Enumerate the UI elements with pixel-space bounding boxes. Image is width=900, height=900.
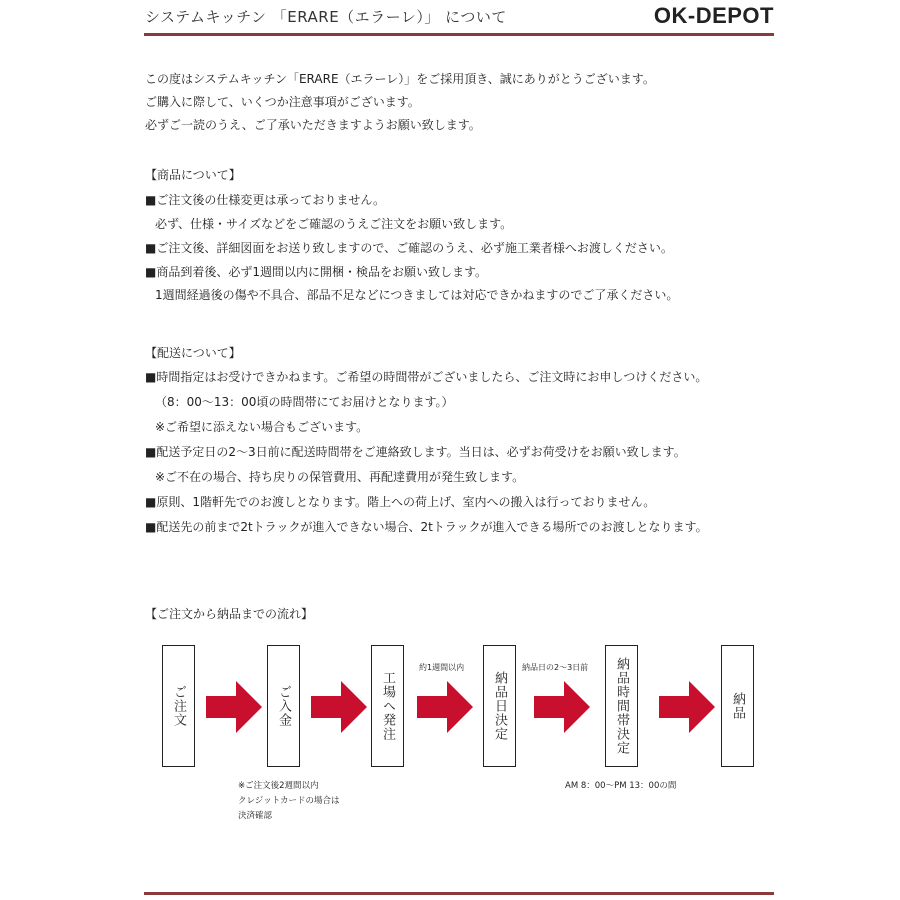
product-line: ■ご注文後、詳細図面をお送り致しますので、ご確認のうえ、必ず施工業者様へお渡しください。 [145,241,673,255]
flow-step-order [162,645,195,767]
payment-note [238,779,340,824]
delivery-line: ※ご希望に添えない場合もございます。 [155,420,369,434]
flow-step-delivery [721,645,754,767]
arrow-label: 約1週間以内 [419,663,465,672]
arrow-right-icon [311,681,367,733]
flow-step-label: ご注文 [171,685,186,727]
bottom-rule [144,892,774,895]
intro-line: ご購入に際して、いくつか注意事項がございます。 [145,95,420,109]
delivery-line: ■配送先の前まで2tトラックが進入できない場合、2tトラックが進入できる場所でのお渡しとなります。 [145,520,708,534]
arrow-label: 納品日の2～3日前 [522,663,589,672]
flow-step-label: 納品日決定 [492,671,507,741]
delivery-line: ■原則、1階軒先でのお渡しとなります。階上への荷上げ、室内への搬入は行っておりません。 [145,495,656,509]
delivery-heading: 【配送について】 [145,346,241,360]
arrow-right-icon [206,681,262,733]
intro-line: この度はシステムキッチン「ERARE（エラーレ）」をご採用頂き、誠にありがとうございます。 [145,72,655,86]
top-rule [144,33,774,36]
payment-note-line: ※ご注文後2週間以内 [238,781,319,791]
flow-title: 【ご注文から納品までの流れ】 [145,607,314,621]
flow-step-factory-order [371,645,404,767]
time-note: AM 8：00～PM 13：00の間 [565,781,677,791]
product-line: ■ご注文後の仕様変更は承っておりません。 [145,193,386,207]
intro-line: 必ずご一読のうえ、ご了承いただきますようお願い致します。 [145,118,481,132]
flow-step-label: ご入金 [276,685,291,727]
flow-step-payment [267,645,300,767]
arrow-right-icon [659,681,715,733]
product-line: 必ず、仕様・サイズなどをご確認のうえご注文をお願い致します。 [155,217,513,231]
flow-step-label: 納品 [730,692,745,720]
payment-note-line: 決済確認 [238,811,273,821]
delivery-line: ※ご不在の場合、持ち戻りの保管費用、再配達費用が発生致します。 [155,470,525,484]
product-heading: 【商品について】 [145,168,241,182]
flow-step-delivery-date [483,645,516,767]
payment-note-line: クレジットカードの場合は [238,796,340,806]
delivery-line: ■時間指定はお受けできかねます。ご希望の時間帯がございましたら、ご注文時にお申しつけください。 [145,370,708,384]
page-title: システムキッチン 「ERARE（エラーレ）」 について [145,8,507,26]
product-line: ■商品到着後、必ず1週間以内に開梱・検品をお願い致します。 [145,265,488,279]
delivery-line: （8：00～13：00頃の時間帯にてお届けとなります。） [155,395,454,409]
brand-logo: OK-DEPOT [653,3,774,28]
arrow-right-icon [534,681,590,733]
flow-step-label: 納品時間帯決定 [614,657,629,755]
arrow-right-icon [417,681,473,733]
product-line: 1週間経過後の傷や不具合、部品不足などにつきましては対応できかねますのでご了承ください。 [155,288,679,302]
delivery-line: ■配送予定日の2～3日前に配送時間帯をご連絡致します。当日は、必ずお荷受けをお願い致します。 [145,445,686,459]
flow-step-label: 工場へ発注 [380,671,395,741]
flow-step-delivery-time [605,645,638,767]
